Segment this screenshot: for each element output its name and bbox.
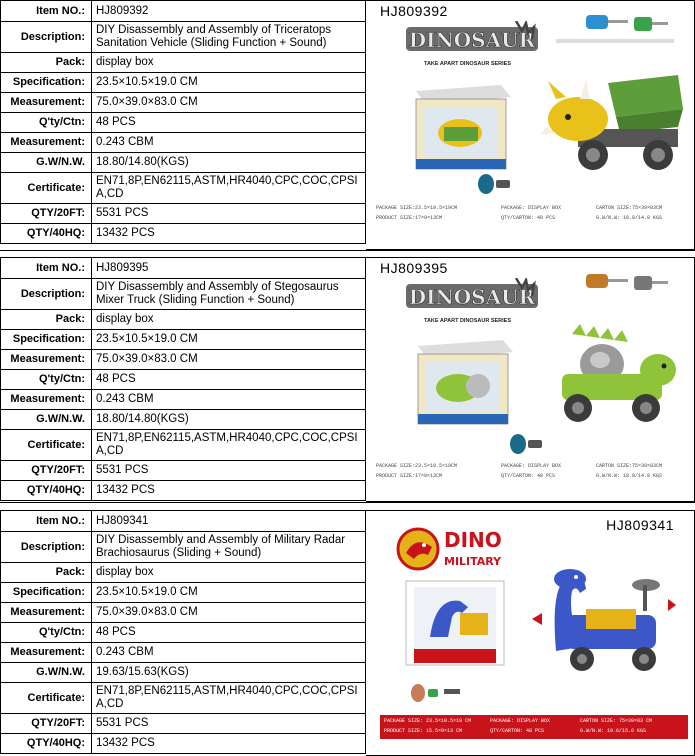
item-no-value: HJ809395 [92,258,366,279]
label-qty-ctn: Q'ty/Ctn: [1,113,92,133]
pack-value: display box [92,563,366,583]
label-item-no: Item NO.: [1,511,92,532]
info-strip [380,715,688,739]
label-pack: Pack: [1,563,92,583]
strip-text: PACKAGE: DISPLAY BOX [490,718,551,724]
qty-40hq-value: 13432 PCS [92,224,366,244]
label-description: Description: [1,22,92,53]
label-pack: Pack: [1,53,92,73]
measurement-value: 75.0×39.0×83.0 CM [92,350,366,370]
cbm-value: 0.243 CBM [92,390,366,410]
pack-value: display box [92,310,366,330]
logo-top: DINO [444,528,502,552]
brand-line: TAKE APART DINOSAUR SERIES [424,61,511,67]
certificate-value: EN71,8P,EN62115,ASTM,HR4040,CPC,COC,CPSIA,CD [92,683,366,714]
specification-value: 23.5×10.5×19.0 CM [92,73,366,93]
label-item-no: Item NO.: [1,258,92,279]
logo-bottom: MILITARY [444,555,502,568]
label-item-no: Item NO.: [1,1,92,22]
image-code: HJ809392 [380,3,448,19]
qty-40hq-value: 13432 PCS [92,481,366,501]
accessory-icon [506,426,556,466]
strip-text: PACKAGE SIZE:23.5×10.5×19CM [376,463,458,469]
item-no-value: HJ809341 [92,511,366,532]
product-block-1 [0,0,695,250]
screwdriver-icon [556,9,676,49]
strip-text: CARTON SIZE:75×39×83CM [596,463,663,469]
label-certificate: Certificate: [1,683,92,714]
label-description: Description: [1,279,92,310]
qty-20ft-value: 5531 PCS [92,204,366,224]
label-measurement: Measurement: [1,93,92,113]
description-value: DIY Disassembly and Assembly of Triceratops Sanitation Vehicle (Sliding Function + Sound) [92,22,366,53]
product-block-3 [0,510,695,756]
label-specification: Specification: [1,73,92,93]
accessory-icon [406,679,466,709]
cbm-value: 0.243 CBM [92,133,366,153]
specification-value: 23.5×10.5×19.0 CM [92,330,366,350]
strip-text: CARTON SIZE:75×39×83CM [596,205,663,211]
gw-nw-value: 18.80/14.80(KGS) [92,153,366,173]
cbm-value: 0.243 CBM [92,643,366,663]
qty-20ft-value: 5531 PCS [92,461,366,481]
accessory-icon [466,166,516,206]
description-value: DIY Disassembly and Assembly of Stegosaurus Mixer Truck (Sliding Function + Sound) [92,279,366,310]
label-measurement: Measurement: [1,350,92,370]
triceratops-truck-icon [538,69,688,179]
spec-table-3 [0,510,366,754]
product-block-2 [0,257,695,502]
label-qty-40hq: QTY/40HQ: [1,224,92,244]
dinosaur-logo-icon [406,278,546,314]
dinosaur-logo-icon [406,21,546,57]
logo-word: DINOSAUR [408,285,536,309]
strip-text: PRODUCT SIZE:17×9×13CM [376,215,443,221]
label-certificate: Certificate: [1,173,92,204]
measurement-value: 75.0×39.0×83.0 CM [92,603,366,623]
label-qty-20ft: QTY/20FT: [1,204,92,224]
package-box-icon [400,577,510,677]
strip-text: PRODUCT SIZE: 15.5×9×13 CM [384,728,463,734]
label-cbm: Measurement: [1,643,92,663]
dino-military-logo-icon [396,523,516,575]
strip-text: PACKAGE: DISPLAY BOX [501,463,562,469]
label-pack: Pack: [1,310,92,330]
strip-text: G.W/N.W: 18.8/14.8 KGS [596,473,663,479]
label-description: Description: [1,532,92,563]
spec-table-2 [0,257,366,501]
label-qty-ctn: Q'ty/Ctn: [1,370,92,390]
qty-ctn-value: 48 PCS [92,623,366,643]
strip-text: PACKAGE SIZE:23.5×10.5×19CM [376,205,458,211]
strip-text: QTY/CARTON: 48 PCS [490,728,545,734]
product-image-3 [366,510,695,756]
qty-20ft-value: 5531 PCS [92,714,366,734]
block-separator [0,502,695,503]
certificate-value: EN71,8P,EN62115,ASTM,HR4040,CPC,COC,CPSIA,CD [92,430,366,461]
label-certificate: Certificate: [1,430,92,461]
measurement-value: 75.0×39.0×83.0 CM [92,93,366,113]
label-qty-20ft: QTY/20FT: [1,714,92,734]
description-value: DIY Disassembly and Assembly of Military Radar Brachiosaurus (Sliding + Sound) [92,532,366,563]
strip-text: PACKAGE SIZE: 23.5×10.5×19 CM [384,718,472,724]
strip-text: CARTON SIZE: 75×39×83 CM [580,718,653,724]
screwdriver-icon [556,268,676,308]
label-gw-nw: G.W/N.W. [1,663,92,683]
label-qty-40hq: QTY/40HQ: [1,734,92,754]
stegosaurus-mixer-icon [542,324,682,434]
label-qty-20ft: QTY/20FT: [1,461,92,481]
specification-value: 23.5×10.5×19.0 CM [92,583,366,603]
package-box-icon [408,336,518,436]
certificate-value: EN71,8P,EN62115,ASTM,HR4040,CPC,COC,CPSIA,CD [92,173,366,204]
strip-text: QTY/CARTON: 48 PCS [501,215,556,221]
qty-ctn-value: 48 PCS [92,113,366,133]
label-cbm: Measurement: [1,133,92,153]
qty-ctn-value: 48 PCS [92,370,366,390]
product-image-1 [366,0,695,250]
info-strip [376,205,684,225]
label-qty-ctn: Q'ty/Ctn: [1,623,92,643]
strip-text: G.W/N.W: 18.8/14.8 KGS [596,215,663,221]
label-qty-40hq: QTY/40HQ: [1,481,92,501]
item-no-value: HJ809392 [92,1,366,22]
image-code: HJ809341 [606,517,674,533]
label-measurement: Measurement: [1,603,92,623]
label-specification: Specification: [1,583,92,603]
spec-table-1 [0,0,366,244]
info-strip [376,463,684,483]
strip-text: PRODUCT SIZE:17×9×13CM [376,473,443,479]
label-cbm: Measurement: [1,390,92,410]
strip-text: PACKAGE: DISPLAY BOX [501,205,562,211]
pack-value: display box [92,53,366,73]
strip-text: QTY/CARTON: 48 PCS [501,473,556,479]
label-gw-nw: G.W/N.W. [1,153,92,173]
gw-nw-value: 18.80/14.80(KGS) [92,410,366,430]
gw-nw-value: 19.63/15.63(KGS) [92,663,366,683]
block-separator [0,250,695,251]
label-gw-nw: G.W/N.W. [1,410,92,430]
brachiosaurus-radar-icon [526,555,686,685]
brand-line: TAKE APART DINOSAUR SERIES [424,318,511,324]
image-code: HJ809395 [380,260,448,276]
product-image-2 [366,257,695,502]
strip-text: G.W/N.W: 19.6/15.6 KGS [580,728,647,734]
qty-40hq-value: 13432 PCS [92,734,366,754]
label-specification: Specification: [1,330,92,350]
logo-word: DINOSAUR [408,28,536,52]
